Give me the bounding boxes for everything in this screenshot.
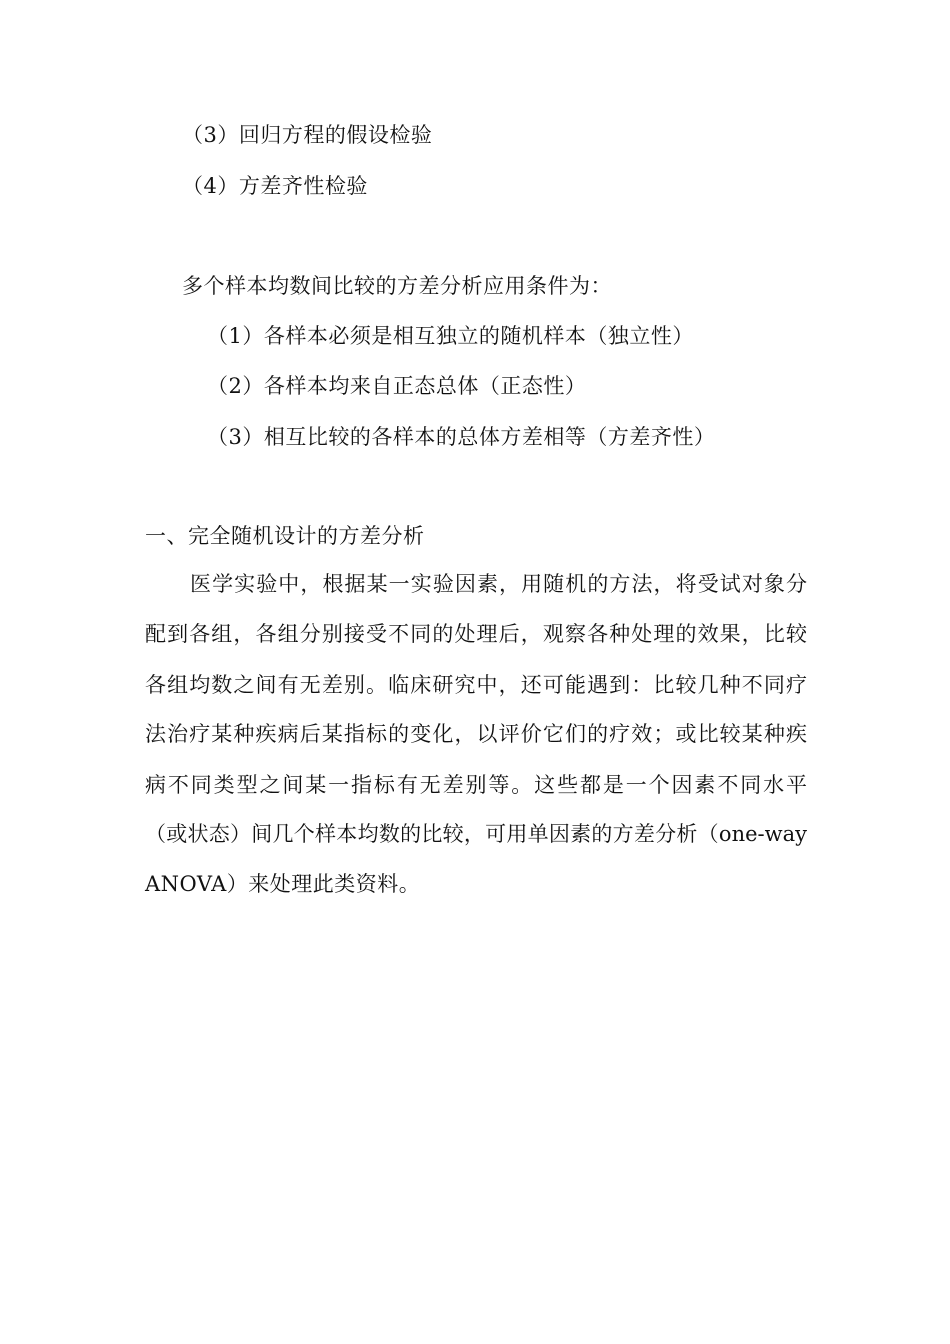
- paragraph-line: 医学实验中，根据某一实验因素，用随机的方法，将受试对象分: [190, 572, 807, 596]
- anova-conditions-intro: 多个样本均数间比较的方差分析应用条件为：: [182, 274, 612, 298]
- list-item-variance-homogeneity-test: （4）方差齐性检验: [182, 174, 368, 198]
- paragraph-line: ANOVA）来处理此类资料。: [145, 872, 421, 896]
- paragraph-line: 各组均数之间有无差别。临床研究中，还可能遇到：比较几种不同疗: [145, 673, 807, 697]
- condition-item-independence: （1）各样本必须是相互独立的随机样本（独立性）: [207, 324, 694, 348]
- condition-item-normality: （2）各样本均来自正态总体（正态性）: [207, 374, 587, 398]
- list-item-regression-hypothesis-test: （3）回归方程的假设检验: [182, 123, 433, 147]
- section-heading: 一、完全随机设计的方差分析: [145, 524, 425, 548]
- paragraph-line: （或状态）间几个样本均数的比较，可用单因素的方差分析（one-way: [145, 822, 807, 846]
- paragraph-line: 病不同类型之间某一指标有无差别等。这些都是一个因素不同水平: [145, 773, 807, 797]
- paragraph-line: 配到各组，各组分别接受不同的处理后，观察各种处理的效果，比较: [145, 622, 807, 646]
- condition-item-variance-homogeneity: （3）相互比较的各样本的总体方差相等（方差齐性）: [207, 425, 716, 449]
- paragraph-line: 法治疗某种疾病后某指标的变化，以评价它们的疗效；或比较某种疾: [145, 722, 807, 746]
